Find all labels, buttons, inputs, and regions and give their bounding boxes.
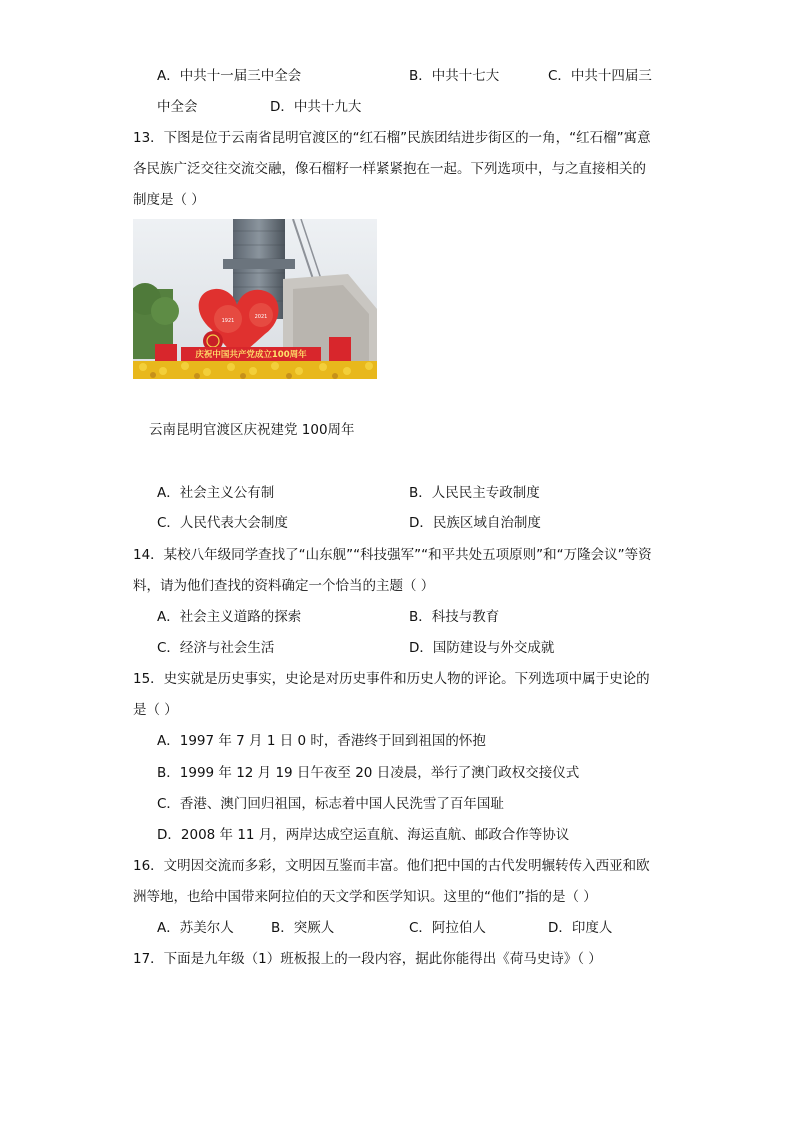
q13-stem-line1: 13．下图是位于云南省昆明官渡区的“红石榴”民族团结进步街区的一角，“红石榴”寓意 xyxy=(133,130,651,146)
banner-text: 庆祝中国共产党成立100周年 xyxy=(195,350,307,360)
q15-option-b: B．1999 年 12 月 19 日午夜至 20 日凌晨，举行了澳门政权交接仪式 xyxy=(157,765,580,781)
q12-option-c: C．中共十四届三 xyxy=(548,68,652,84)
q15-stem-line2: 是（ ） xyxy=(133,702,178,718)
q15-option-c: C．香港、澳门回归祖国，标志着中国人民洗雪了百年国耻 xyxy=(157,796,504,812)
q16-stem-line1: 16．文明因交流而多彩，文明因互鉴而丰富。他们把中国的古代发明辗转传入西亚和欧 xyxy=(133,858,650,874)
q17-stem-line1: 17．下面是九年级（1）班板报上的一段内容，据此你能得出《荷马史诗》（ ） xyxy=(133,951,602,967)
year-left-label: 1921 xyxy=(221,318,235,324)
q13-stem-line3: 制度是（ ） xyxy=(133,192,205,208)
q14-option-b: B．科技与教育 xyxy=(409,609,500,625)
q13-photo-caption: 云南昆明官渡区庆祝建党 100周年 xyxy=(149,422,355,438)
q13-stem-line2: 各民族广泛交往交流交融，像石榴籽一样紧紧抱在一起。下列选项中，与之直接相关的 xyxy=(133,161,646,177)
q13-option-c: C．人民代表大会制度 xyxy=(157,515,288,531)
q12-option-d: D．中共十九大 xyxy=(270,99,362,115)
q16-option-c: C．阿拉伯人 xyxy=(409,920,486,936)
year-right-label: 2021 xyxy=(254,314,268,320)
q15-stem-line1: 15．史实就是历史事实，史论是对历史事件和历史人物的评论。下列选项中属于史论的 xyxy=(133,671,650,687)
q12-option-b: B．中共十七大 xyxy=(409,68,500,84)
q15-option-d: D．2008 年 11 月，两岸达成空运直航、海运直航、邮政合作等协议 xyxy=(157,827,570,843)
q13-option-a: A．社会主义公有制 xyxy=(157,485,275,501)
q16-option-a: A．苏美尔人 xyxy=(157,920,234,936)
q13-option-b: B．人民民主专政制度 xyxy=(409,485,540,501)
q13-option-d: D．民族区域自治制度 xyxy=(409,515,541,531)
q13-photo xyxy=(133,219,377,379)
q14-option-a: A．社会主义道路的探索 xyxy=(157,609,302,625)
q14-stem-line1: 14．某校八年级同学查找了“山东舰”“科技强军”“和平共处五项原则”和“万隆会议”等资 xyxy=(133,547,652,563)
q12-option-c-continued: 中全会 xyxy=(157,99,198,115)
q12-option-a: A．中共十一届三中全会 xyxy=(157,68,302,84)
q14-option-c: C．经济与社会生活 xyxy=(157,640,275,656)
q16-option-b: B．突厥人 xyxy=(271,920,335,936)
q14-stem-line2: 料，请为他们查找的资料确定一个恰当的主题（ ） xyxy=(133,578,435,594)
q16-option-d: D．印度人 xyxy=(548,920,613,936)
q15-option-a: A．1997 年 7 月 1 日 0 时，香港终于回到祖国的怀抱 xyxy=(157,733,486,749)
q14-option-d: D．国防建设与外交成就 xyxy=(409,640,555,656)
q16-stem-line2: 洲等地，也给中国带来阿拉伯的天文学和医学知识。这里的“他们”指的是（ ） xyxy=(133,889,597,905)
